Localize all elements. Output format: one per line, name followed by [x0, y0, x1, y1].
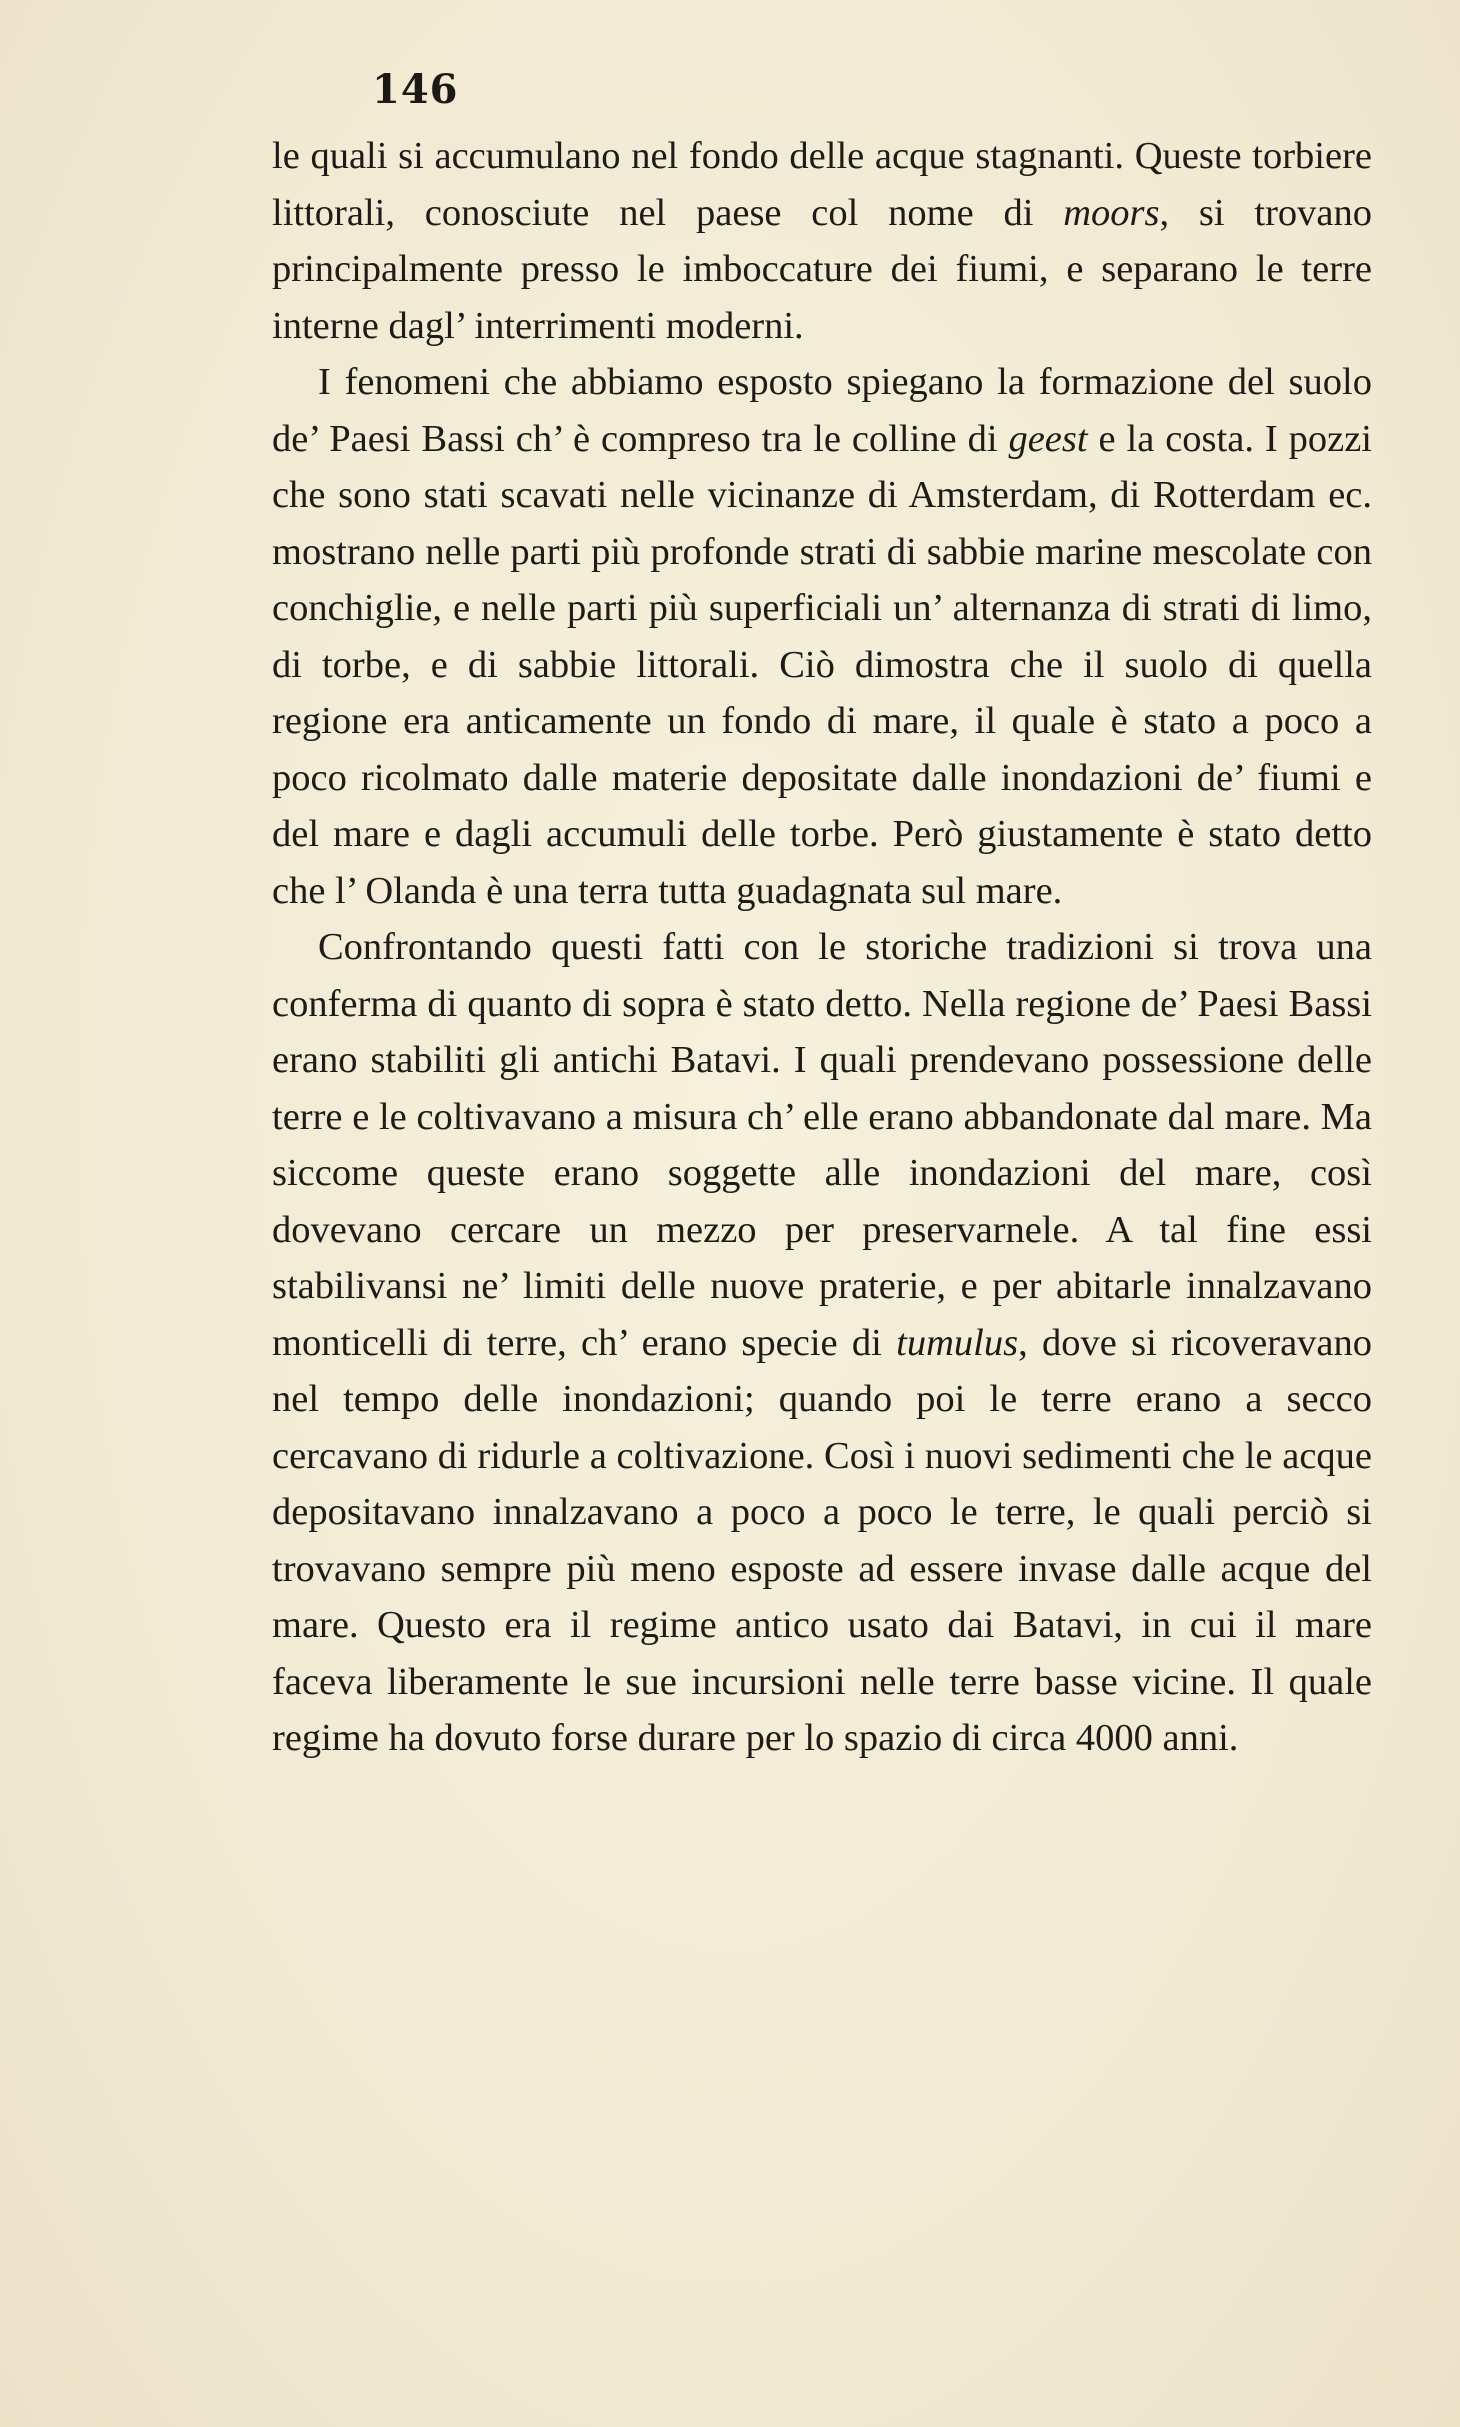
- text-segment: , si trovano principalmente presso le imboccature dei fiumi, e separano le terre interne dagl’ interrimenti moderni.: [272, 191, 1372, 347]
- text-segment: e la costa. I pozzi che sono stati scavati nelle vicinanze di Amsterdam, di Rotterdam ec. mostrano nelle parti più profonde strati di sabbie marine mescolate con conchiglie, e nelle parti più superficiali un’ alternanza di strati di limo, di torbe, e di sabbie littorali. Ciò dimostra che il suolo di quella regione era anticamente un fondo di mare, il quale è stato a poco a poco ricolmato dalle materie depositate dalle inondazioni de’ fiumi e del mare e dagli accumuli delle torbe. Però giustamente è stato detto che l’ Olanda è una terra tutta guadagnata sul mare.: [272, 417, 1373, 912]
- paragraph-2: [272, 354, 1372, 919]
- paragraph-1: [272, 128, 1372, 354]
- paragraph-3: [272, 919, 1372, 1767]
- text-segment: Confrontando questi fatti con le storiche tradizioni si trova una conferma di quanto di sopra è stato detto. Nella regione de’ Paesi Bassi erano stabiliti gli antichi Batavi. I quali prendevano possessione delle terre e le coltivavano a misura ch’ elle erano abbandonate dal mare. Ma siccome queste erano soggette alle inondazioni del mare, così dovevano cercare un mezzo per preservarnele. A tal fine essi stabilivansi ne’ limiti delle nuove praterie, e per abitarle innalzavano monticelli di terre, ch’ erano specie di: [272, 926, 1372, 1364]
- text-segment: le quali si accumulano nel fondo delle acque stagnanti. Queste torbiere littorali, conosciute nel paese col nome di: [272, 135, 1372, 234]
- text-segment: I fenomeni che abbiamo esposto spiegano la formazione del suolo de’ Paesi Bassi ch’ è compreso tra le colline di: [272, 361, 1372, 460]
- italic-term-moors: moors: [1063, 191, 1160, 234]
- text-segment: , dove si ricoveravano nel tempo delle inondazioni; quando poi le terre erano a secco cercavano di ridurle a coltivazione. Così i nuovi sedimenti che le acque depositavano innalzavano a poco a poco le terre, le quali perciò si trovavano sempre più meno esposte ad essere invase dalle acque del mare. Questo era il regime antico usato dai Batavi, in cui il mare faceva liberamente le sue incursioni nelle terre basse vicine. Il quale regime ha dovuto forse durare per lo spazio di circa 4000 anni.: [272, 1321, 1372, 1759]
- page-number: 146: [372, 66, 459, 113]
- body-text: [272, 128, 1372, 1767]
- italic-term-geest: geest: [1008, 417, 1088, 460]
- italic-term-tumulus: tumulus: [896, 1321, 1019, 1364]
